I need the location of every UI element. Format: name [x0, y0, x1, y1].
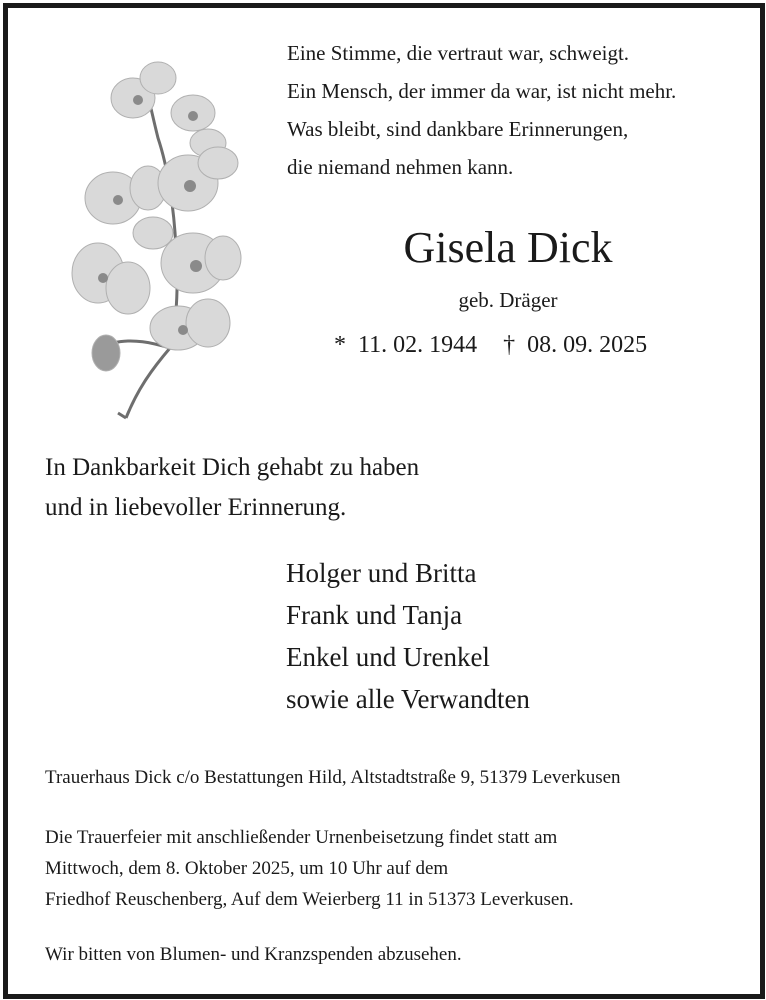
- mourner: sowie alle Verwandten: [286, 684, 530, 714]
- death-date: 08. 09. 2025: [527, 332, 648, 358]
- gratitude-text: [45, 448, 745, 528]
- orchid-icon: [58, 48, 243, 423]
- gratitude-line: und in liebevoller Erinnerung.: [45, 494, 347, 521]
- mourners-list: [286, 552, 746, 720]
- deceased-name: Gisela Dick: [403, 223, 613, 272]
- poem-line: Eine Stimme, die vertraut war, schweigt.: [287, 41, 630, 65]
- birth-date: 11. 02. 1944: [358, 332, 478, 358]
- funeral-details: [45, 822, 755, 915]
- gratitude-line: In Dankbarkeit Dich gehabt zu haben: [45, 454, 420, 481]
- poem-line: die niemand nehmen kann.: [287, 155, 514, 179]
- obituary-notice: [3, 3, 765, 999]
- poem: [287, 34, 757, 186]
- life-dates: [334, 328, 754, 362]
- poem-line: Was bleibt, sind dankbare Erinnerungen,: [287, 117, 629, 141]
- funeral-line: Die Trauerfeier mit anschließender Urnenbeisetzung findet statt am: [45, 827, 558, 848]
- poem-line: Ein Mensch, der immer da war, ist nicht mehr.: [287, 79, 677, 103]
- mourning-address: Trauerhaus Dick c/o Bestattungen Hild, Altstadtstraße 9, 51379 Leverkusen: [45, 767, 621, 788]
- mourner: Holger und Britta: [286, 558, 477, 588]
- birth-name: geb. Dräger: [458, 288, 558, 312]
- mourner: Frank und Tanja: [286, 600, 463, 630]
- mourner: Enkel und Urenkel: [286, 642, 490, 672]
- donation-note: Wir bitten von Blumen- und Kranzspenden abzusehen.: [45, 944, 462, 965]
- funeral-line: Mittwoch, dem 8. Oktober 2025, um 10 Uhr auf dem: [45, 858, 449, 879]
- death-symbol: †: [503, 332, 516, 358]
- funeral-line: Friedhof Reuschenberg, Auf dem Weierberg 11 in 51373 Leverkusen.: [45, 889, 574, 910]
- birth-symbol: *: [334, 332, 346, 358]
